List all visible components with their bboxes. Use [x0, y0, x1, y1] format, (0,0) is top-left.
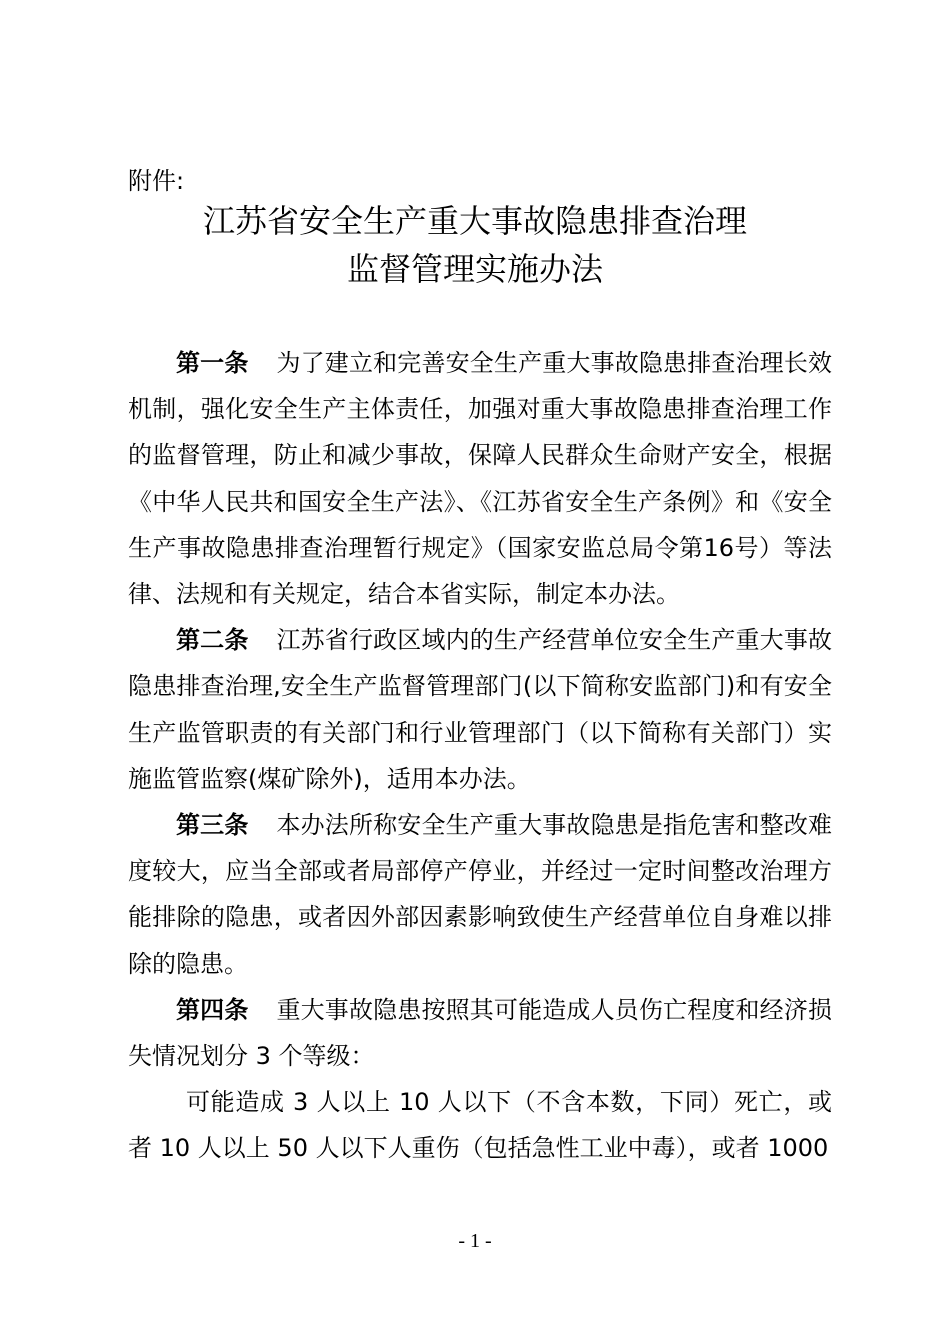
article-4 [128, 987, 832, 1079]
article-3-number: 第三条 [176, 811, 249, 840]
attachment-label: 附件: [128, 167, 185, 195]
article-2-text: 江苏省行政区域内的生产经营单位安全生产重大事故隐患排查治理,安全生产监督管理部门(以下简称安监部门)和有安全生产监管职责的有关部门和行业管理部门（以下简称有关部门）实施监管监察(煤矿除外)，适用本办法。 [128, 626, 833, 793]
article-2-number: 第二条 [176, 626, 249, 655]
article-1 [128, 340, 832, 617]
article-3 [128, 802, 832, 987]
article-4-number: 第四条 [176, 995, 249, 1024]
article-3-text: 本办法所称安全生产重大事故隐患是指危害和整改难度较大，应当全部或者局部停产停业，并经过一定时间整改治理方能排除的隐患，或者因外部因素影响致使生产经营单位自身难以排除的隐患。 [128, 811, 833, 978]
document-body [128, 340, 832, 1172]
article-1-number: 第一条 [176, 349, 249, 377]
article-2 [128, 617, 832, 802]
page-number: - 1 - [458, 1230, 492, 1252]
article-4-level-paragraph: 可能造成 3 人以上 10 人以下（不含本数，下同）死亡，或者 10 人以上 50 人以下人重伤（包括急性工业中毒），或者 1000 [128, 1088, 832, 1163]
article-1-text: 为了建立和完善安全生产重大事故隐患排查治理长效机制，强化安全生产主体责任，加强对重大事故隐患排查治理工作的监督管理，防止和减少事故，保障人民群众生命财产安全，根据《中华人民共和国安全生产法》、《江苏省安全生产条例》和《安全生产事故隐患排查治理暂行规定》（国家安监总局令第16号）等法律、法规和有关规定，结合本省实际，制定本办法。 [128, 349, 833, 609]
document-title-line-2: 监督管理实施办法 [346, 250, 603, 288]
document-title-line-1: 江苏省安全生产重大事故隐患排查治理 [202, 202, 747, 240]
article-4-text: 重大事故隐患按照其可能造成人员伤亡程度和经济损失情况划分 3 个等级： [128, 995, 833, 1071]
